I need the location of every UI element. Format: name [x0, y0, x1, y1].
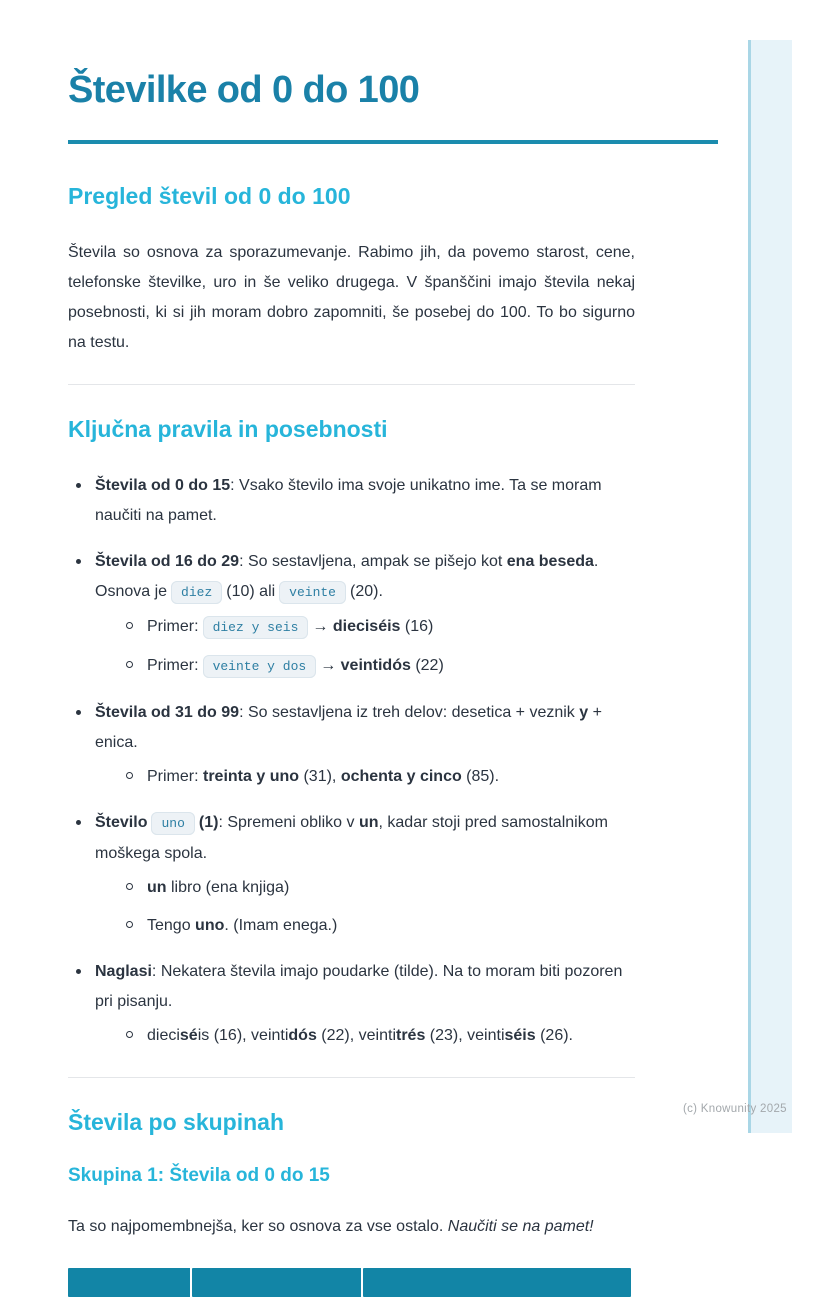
list-item [68, 698, 640, 792]
text-run: : So sestavljena iz treh delov: desetica + veznik [239, 704, 580, 721]
sub-list [121, 873, 640, 941]
text-run: Primer: [147, 618, 199, 635]
table-header-cell [192, 1268, 363, 1297]
group1-paragraph [68, 1212, 635, 1242]
document-page [68, 0, 718, 1297]
sub-list-item [121, 911, 640, 941]
text-run: → [312, 618, 333, 635]
sub-list-item [121, 651, 640, 682]
text-run: dós [288, 1027, 317, 1044]
text-run: (22), veinti [316, 1027, 396, 1044]
table-header-cell [68, 1268, 192, 1297]
overview-paragraph: Števila so osnova za sporazumevanje. Rabimo jih, da povemo starost, cene, telefonske številke, uro in še veliko drugega. V španščini imajo števila nekaj posebnosti, ki si jih moram dobro zapomniti, še posebej do 100. To bo sigurno na testu. [68, 244, 635, 351]
text-run: veintidós [340, 657, 411, 674]
text-run: séis [504, 1027, 536, 1044]
text-run: + enica. [95, 704, 602, 751]
page-title: Številke od 0 do 100 [68, 69, 420, 111]
table-header-row [68, 1268, 631, 1297]
rules-list [68, 471, 640, 1051]
text-run: (1) [198, 814, 219, 831]
section-divider [68, 1077, 635, 1078]
text-run: Števila od 0 do 15 [95, 477, 231, 494]
text-run: un [358, 814, 379, 831]
sub-list-item [121, 612, 640, 643]
text-run: . (Imam enega.) [224, 917, 338, 934]
text-run: is (16), veinti [197, 1027, 289, 1044]
text-run: Ta so najpomembnejša, ker so osnova za vse ostalo. [68, 1218, 448, 1235]
text-run: dieciséis [332, 618, 401, 635]
code-chip: diez y seis [203, 616, 309, 639]
text-run: treinta y uno [203, 768, 300, 785]
text-run: : Nekatera števila imajo poudarke (tilde). Na to moram biti pozoren pri pisanju. [95, 963, 623, 1010]
text-run: ena beseda [506, 553, 594, 570]
text-run: Primer: [147, 657, 199, 674]
sub-list-item [121, 1021, 640, 1051]
side-strip [748, 40, 792, 1133]
text-run: : Vsako število ima svoje unikatno ime. Ta se moram naučiti na pamet. [95, 477, 602, 524]
text-run: : Spremeni obliko v [218, 814, 359, 831]
text-run: sé [179, 1027, 198, 1044]
text-run: . Osnova je [95, 553, 599, 600]
text-run: uno [195, 917, 225, 934]
text-run: Števila od 16 do 29 [95, 553, 240, 570]
section-heading-rules: Ključna pravila in posebnosti [68, 416, 388, 442]
section-heading-groups: Števila po skupinah [68, 1109, 284, 1135]
section-heading-overview: Pregled števil od 0 do 100 [68, 183, 351, 209]
text-run: Naglasi [95, 963, 152, 980]
code-chip: veinte y dos [203, 655, 317, 678]
list-item [68, 808, 640, 941]
text-run: Število [95, 814, 148, 831]
sub-list [121, 762, 640, 792]
text-run: (23), veinti [425, 1027, 505, 1044]
text-run: trés [396, 1027, 426, 1044]
title-rule [68, 140, 718, 144]
text-run: Tengo [147, 917, 196, 934]
text-run: , kadar stoji pred samostalnikom moškega spola. [95, 814, 608, 862]
code-chip: veinte [279, 581, 346, 604]
section-divider [68, 384, 635, 385]
sub-list [121, 612, 640, 682]
text-run: (20). [349, 583, 383, 600]
footer-copyright: (c) Knowunity 2025 [683, 1103, 787, 1115]
text-run: (22) [410, 657, 444, 674]
text-run: (85). [461, 768, 500, 785]
text-run: un [147, 879, 167, 896]
text-run: → [320, 657, 341, 674]
subsection-heading-group1: Skupina 1: Števila od 0 do 15 [68, 1165, 330, 1186]
code-chip: uno [151, 812, 194, 835]
text-run: Števila od 31 do 99 [95, 704, 240, 721]
text-run: : So sestavljena, ampak se pišejo kot [239, 553, 507, 570]
sub-list-item [121, 873, 640, 903]
text-run: (31), [299, 768, 341, 785]
text-run: ochenta y cinco [340, 768, 462, 785]
text-run: libro (ena knjiga) [166, 879, 290, 896]
sub-list [121, 1021, 640, 1051]
text-run: Naučiti se na pamet! [447, 1218, 594, 1235]
table-header-cell [363, 1268, 631, 1297]
list-item [68, 957, 640, 1051]
numbers-table [68, 1268, 631, 1297]
text-run: Primer: [147, 768, 203, 785]
text-run: y [579, 704, 589, 721]
code-chip: diez [171, 581, 222, 604]
list-item [68, 471, 640, 531]
text-run: dieci [147, 1027, 180, 1044]
sub-list-item [121, 762, 640, 792]
text-run: (26). [535, 1027, 573, 1044]
text-run: (10) ali [226, 583, 276, 600]
text-run: (16) [400, 618, 434, 635]
list-item [68, 547, 640, 682]
